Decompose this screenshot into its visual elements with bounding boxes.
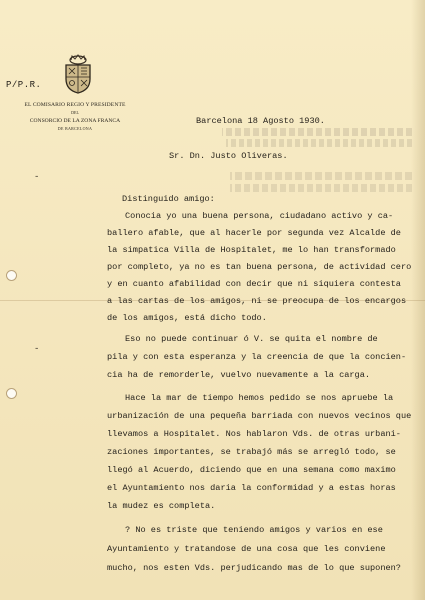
body-line: Hace la mar de tiempo hemos pedido se nos apruebe la [125,393,394,403]
letterhead-title: EL COMISARIO REGIO Y PRESIDENTE [24,102,126,108]
body-line: ballero afable, que al hacerle por segunda vez Alcalde de [107,228,401,238]
letter-salutation: Distinguido amigo: [122,194,215,204]
bleed-through-text [226,139,412,147]
body-line: y en cuanto afabilidad con decir que ni siquiera contesta [107,279,401,289]
body-line: zaciones importantes, se trabajó más se arregló todo, se [107,447,396,457]
body-line: ? No es triste que teniendo amigos y varios en ese [125,525,383,535]
body-line: el Ayuntamiento nos daria la conformidad y a estas horas [107,483,396,493]
bleed-through-text [230,172,412,180]
body-line: mucho, nos esten Vds. perjudicando mas de lo que suponen? [107,563,401,573]
letter-addressee: Sr. Dn. Justo Oliveras. [169,151,288,161]
body-line: cia ha de remorderle, vuelvo nuevamente a la carga. [107,370,371,380]
letterhead-connector: DEL [71,110,79,115]
body-line: urbanización de una pequeña barriada con nuevos vecinos que [107,411,412,421]
body-line: por completo, ya no es tan buena persona, de actividad cero [107,262,412,272]
punch-hole-bottom [6,388,17,399]
letterhead-city: DE BARCELONA [57,126,93,131]
body-line: pila y con esta esperanza y la creencia de que la concien- [107,352,407,362]
body-line: la mudez es completa. [107,501,216,511]
body-line: Ayuntamiento y tratandose de una cosa que les conviene [107,544,386,554]
coat-of-arms-emblem [60,52,96,94]
body-line: a las cartas de los amigos, ni se preocupa de los encargos [107,296,407,306]
letter-date: Barcelona 18 Agosto 1930. [196,116,325,126]
bleed-through-text [222,128,412,136]
letterhead [12,101,138,133]
body-line: Conocia yo una buena persona, ciudadano activo y ca- [125,211,394,221]
punch-hole-top [6,270,17,281]
body-line: llegó al Acuerdo, diciendo que en una semana como maximo [107,465,396,475]
letterhead-organization: CONSORCIO DE LA ZONA FRANCA [29,118,121,124]
body-line: Eso no puede continuar ó V. se quita el nombre de [125,334,378,344]
body-line: de los amigos, está dicho todo. [107,313,267,323]
bleed-through-text [230,184,412,192]
body-line: la simpatica Villa de Hospitalet, me lo han transformado [107,245,396,255]
margin-tick-mark: - [34,172,40,182]
body-line: llevamos a Hospitalet. Nos hablaron Vds. de otras urbani- [107,429,401,439]
margin-tick-mark: - [34,344,40,354]
reference-mark: P/P.R. [6,80,42,90]
